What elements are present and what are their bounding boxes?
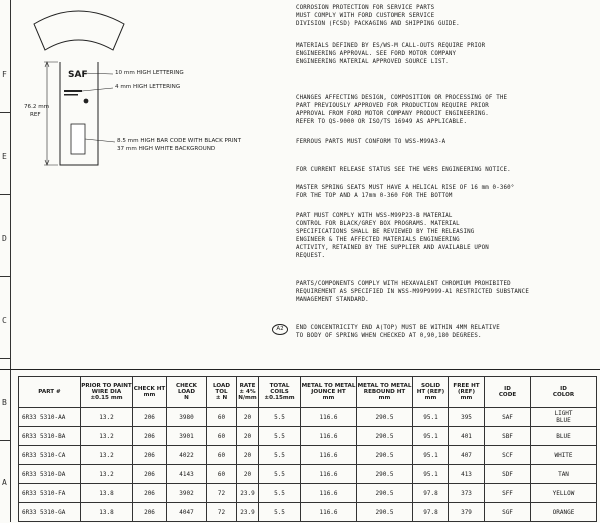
cell-load-tol: 72 xyxy=(207,484,237,503)
col-header-free-ht: FREE HT (REF) mm xyxy=(449,377,485,408)
cell-solid-ht: 95.1 xyxy=(413,408,449,427)
cell-rate: 23.9 xyxy=(237,503,259,522)
col-header-id-color: ID COLOR xyxy=(531,377,597,408)
cell-jounce-ht: 116.6 xyxy=(301,408,357,427)
callout-white-background: 37 mm HIGH WHITE BACKGROUND xyxy=(117,146,216,152)
note-end-concentricity: END CONCENTRICITY END A(TOP) MUST BE WITHIN 4MM RELATIVE TO BODY OF SPRING WHEN CHECKED AT 0,90,180 DEGREES. xyxy=(296,325,500,339)
table-row xyxy=(19,503,597,522)
cell-check-load: 3980 xyxy=(167,408,207,427)
col-header-check-load: CHECK LOAD N xyxy=(167,377,207,408)
col-header-part: PART # xyxy=(19,377,81,408)
seat-id-lettering: SAF xyxy=(68,70,88,80)
cell-rebound-ht: 290.5 xyxy=(357,503,413,522)
cell-total-coils: 5.5 xyxy=(259,446,301,465)
cell-solid-ht: 97.8 xyxy=(413,503,449,522)
note-helical-rise: MASTER SPRING SEATS MUST HAVE A HELICAL RISE OF 16 mm 0-360° FOR THE TOP AND A 17mm 0-360 FOR THE BOTTOM xyxy=(296,185,515,199)
cell-check-ht: 206 xyxy=(133,465,167,484)
cell-check-load: 3901 xyxy=(167,427,207,446)
cell-id-code: SCF xyxy=(485,446,531,465)
callout-10mm-lettering: 10 mm HIGH LETTERING xyxy=(115,70,184,76)
cell-wire-dia: 13.2 xyxy=(81,446,133,465)
cell-wire-dia: 13.8 xyxy=(81,484,133,503)
cell-id-code: SAF xyxy=(485,408,531,427)
cell-part: 6R33 5310-FA xyxy=(19,484,81,503)
cell-wire-dia: 13.2 xyxy=(81,427,133,446)
cell-check-ht: 206 xyxy=(133,446,167,465)
cell-id-color: BLUE xyxy=(531,427,597,446)
cell-total-coils: 5.5 xyxy=(259,408,301,427)
cell-load-tol: 60 xyxy=(207,465,237,484)
dimension-ref: REF xyxy=(30,112,41,118)
col-header-load-tol: LOAD TOL ± N xyxy=(207,377,237,408)
cell-check-ht: 206 xyxy=(133,503,167,522)
cell-solid-ht: 97.8 xyxy=(413,484,449,503)
cell-jounce-ht: 116.6 xyxy=(301,446,357,465)
cell-rate: 20 xyxy=(237,446,259,465)
zone-letter-a: A xyxy=(2,478,7,487)
cell-rate: 20 xyxy=(237,408,259,427)
cell-part: 6R33 5310-GA xyxy=(19,503,81,522)
col-header-total-coils: TOTAL COILS ±0.15mm xyxy=(259,377,301,408)
note-materials: MATERIALS DEFINED BY ES/WS-M CALL-OUTS REQUIRE PRIOR ENGINEERING APPROVAL. SEE FORD MOTOR COMPANY ENGINEERING MATERIAL APPROVED SOURCE LIST. xyxy=(296,43,486,65)
table-row xyxy=(19,408,597,427)
col-header-wire-dia: PRIOR TO PAINT WIRE DIA ±0.15 mm xyxy=(81,377,133,408)
callout-barcode: 8.5 mm HIGH BAR CODE WITH BLACK PRINT xyxy=(117,138,242,144)
cell-load-tol: 60 xyxy=(207,446,237,465)
note-changes: CHANGES AFFECTING DESIGN, COMPOSITION OR PROCESSING OF THE PART PREVIOUSLY APPROVED FOR PRODUCTION REQUIRE PRIOR APPROVAL FROM FORD MOTOR COMPANY PRODUCT ENGINEERING. REFER TO QS-9000 OR ISO/TS 16949 AS APPLICABLE. xyxy=(296,95,508,125)
zone-letter-f: F xyxy=(2,70,7,79)
note-material-control: PART MUST COMPLY WITH WSS-M99P23-B MATERIAL CONTROL FOR BLACK/GREY BOX PROGRAMS. MATERIAL SPECIFICATIONS SHALL BE REVIEWED BY THE RELEASING ENGINEER & THE AFFECTED MATERIALS ENGINEERING ACTIVITY, RETAINED BY THE SUPPLIER AND AVAILABLE UPON REQUEST. xyxy=(296,213,489,259)
cell-check-load: 4022 xyxy=(167,446,207,465)
cell-check-load: 3902 xyxy=(167,484,207,503)
spring-spec-table-area xyxy=(0,369,600,523)
cell-id-code: SGF xyxy=(485,503,531,522)
cell-part: 6R33 5310-CA xyxy=(19,446,81,465)
cell-id-color: YELLOW xyxy=(531,484,597,503)
cell-check-load: 4047 xyxy=(167,503,207,522)
cell-load-tol: 60 xyxy=(207,427,237,446)
note-hexavalent-chromium: PARTS/COMPONENTS COMPLY WITH HEXAVALENT CHROMIUM PROHIBITED REQUIREMENT AS SPECIFIED IN WSS-M99P9999-A1 RESTRICTED SUBSTANCE MANAGEMENT STANDARD. xyxy=(296,281,529,303)
cell-rebound-ht: 290.5 xyxy=(357,446,413,465)
callout-4mm-lettering: 4 mm HIGH LETTERING xyxy=(115,84,181,90)
cell-free-ht: 401 xyxy=(449,427,485,446)
cell-rebound-ht: 290.5 xyxy=(357,465,413,484)
revision-callout-a2: A2 xyxy=(272,324,288,335)
zone-letter-d: D xyxy=(2,234,7,243)
col-header-id-code: ID CODE xyxy=(485,377,531,408)
col-header-jounce-ht: METAL TO METAL JOUNCE HT mm xyxy=(301,377,357,408)
cell-total-coils: 5.5 xyxy=(259,503,301,522)
spring-seat-outline xyxy=(0,0,295,370)
cell-part: 6R33 5310-AA xyxy=(19,408,81,427)
note-ferrous: FERROUS PARTS MUST CONFORM TO WSS-M99A3-A xyxy=(296,139,446,145)
zone-letter-e: E xyxy=(2,152,7,161)
cell-check-ht: 206 xyxy=(133,484,167,503)
note-release-status: FOR CURRENT RELEASE STATUS SEE THE WERS ENGINEERING NOTICE. xyxy=(296,167,511,173)
cell-rebound-ht: 290.5 xyxy=(357,484,413,503)
cell-wire-dia: 13.8 xyxy=(81,503,133,522)
cell-check-load: 4143 xyxy=(167,465,207,484)
cell-check-ht: 206 xyxy=(133,427,167,446)
cell-part: 6R33 5310-BA xyxy=(19,427,81,446)
cell-rate: 20 xyxy=(237,427,259,446)
cell-part: 6R33 5310-DA xyxy=(19,465,81,484)
zone-letter-b: B xyxy=(2,398,7,407)
cell-wire-dia: 13.2 xyxy=(81,408,133,427)
cell-rebound-ht: 290.5 xyxy=(357,427,413,446)
zone-letter-c: C xyxy=(2,316,7,325)
cell-load-tol: 60 xyxy=(207,408,237,427)
cell-rate: 23.9 xyxy=(237,484,259,503)
cell-jounce-ht: 116.6 xyxy=(301,484,357,503)
cell-load-tol: 72 xyxy=(207,503,237,522)
cell-rate: 20 xyxy=(237,465,259,484)
cell-free-ht: 395 xyxy=(449,408,485,427)
cell-rebound-ht: 290.5 xyxy=(357,408,413,427)
cell-id-code: SDF xyxy=(485,465,531,484)
cell-id-code: SFF xyxy=(485,484,531,503)
spring-seat-drawing xyxy=(0,0,295,370)
spring-spec-table xyxy=(18,376,597,522)
col-header-check-ht: CHECK HT mm xyxy=(133,377,167,408)
cell-total-coils: 5.5 xyxy=(259,465,301,484)
cell-id-color: TAN xyxy=(531,465,597,484)
cell-jounce-ht: 116.6 xyxy=(301,427,357,446)
cell-solid-ht: 95.1 xyxy=(413,427,449,446)
cell-solid-ht: 95.1 xyxy=(413,465,449,484)
table-row xyxy=(19,484,597,503)
cell-free-ht: 407 xyxy=(449,446,485,465)
dimension-value: 76.2 mm xyxy=(24,104,50,110)
table-row xyxy=(19,465,597,484)
table-header-row xyxy=(19,377,597,408)
note-corrosion: CORROSION PROTECTION FOR SERVICE PARTS MUST COMPLY WITH FORD CUSTOMER SERVICE DIVISION (FCSD) PACKAGING AND SHIPPING GUIDE. xyxy=(296,5,460,27)
cell-id-color: ORANGE xyxy=(531,503,597,522)
cell-check-ht: 206 xyxy=(133,408,167,427)
col-header-solid-ht: SOLID HT (REF) mm xyxy=(413,377,449,408)
cell-free-ht: 373 xyxy=(449,484,485,503)
cell-id-color: WHITE xyxy=(531,446,597,465)
table-body xyxy=(19,408,597,522)
cell-jounce-ht: 116.6 xyxy=(301,503,357,522)
cell-free-ht: 413 xyxy=(449,465,485,484)
cell-total-coils: 5.5 xyxy=(259,484,301,503)
col-header-rate: RATE ± 4% N/mm xyxy=(237,377,259,408)
cell-id-code: SBF xyxy=(485,427,531,446)
cell-solid-ht: 95.1 xyxy=(413,446,449,465)
table-row xyxy=(19,427,597,446)
cell-id-color: LIGHT BLUE xyxy=(531,408,597,427)
col-header-rebound-ht: METAL TO METAL REBOUND HT mm xyxy=(357,377,413,408)
cell-jounce-ht: 116.6 xyxy=(301,465,357,484)
table-row xyxy=(19,446,597,465)
cell-total-coils: 5.5 xyxy=(259,427,301,446)
cell-free-ht: 379 xyxy=(449,503,485,522)
cell-wire-dia: 13.2 xyxy=(81,465,133,484)
